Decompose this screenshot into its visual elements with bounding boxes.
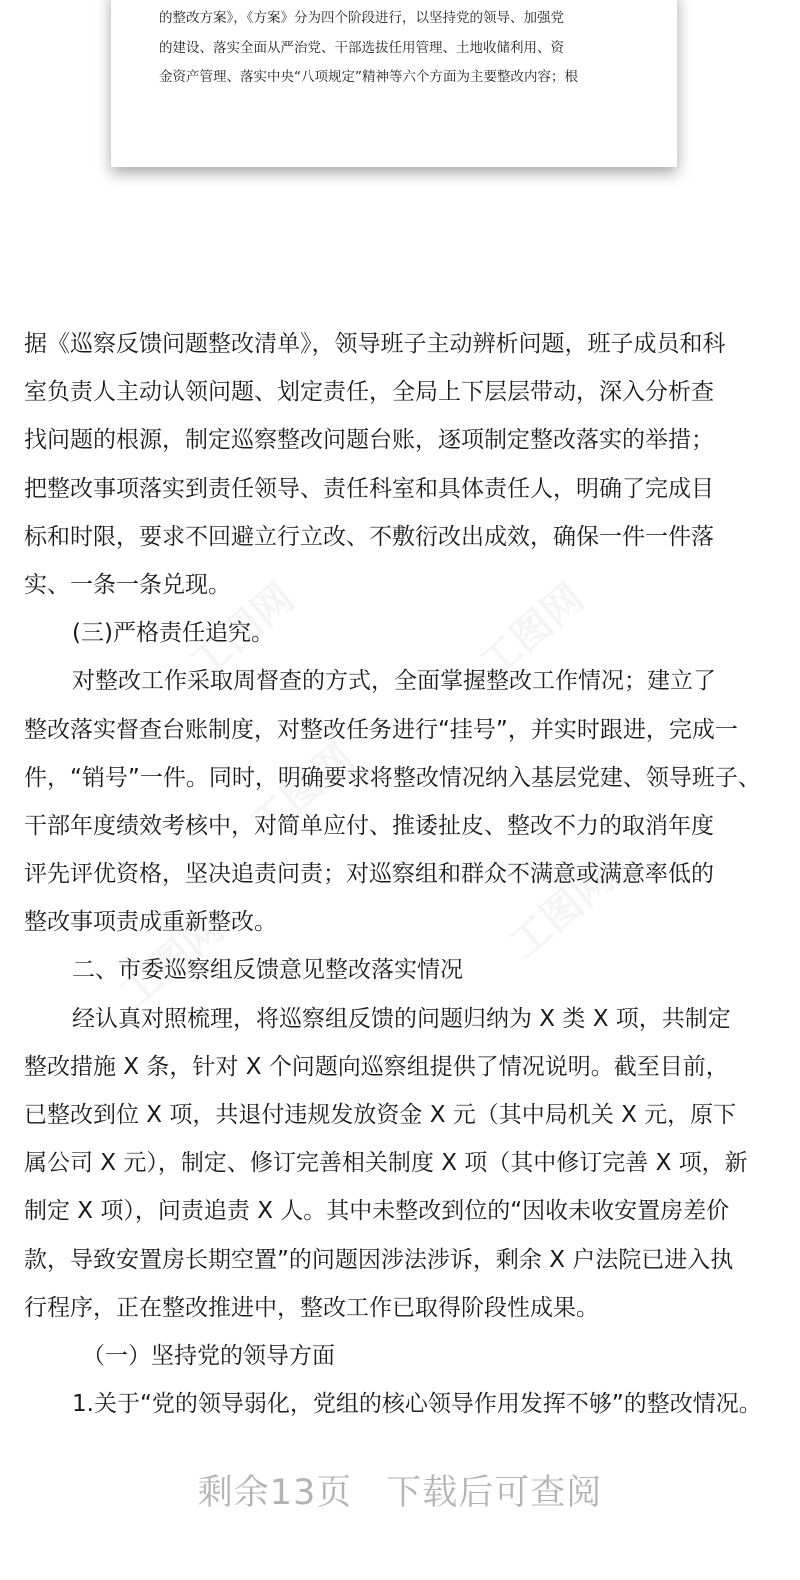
paragraph-line: 1.关于“党的领导弱化，党组的核心领导作用发挥不够”的整改情况。: [72, 1391, 762, 1418]
paragraph-line: 整改事项责成重新整改。: [24, 909, 277, 936]
paragraph-line: 把整改事项落实到责任领导、责任科室和具体责任人，明确了完成目: [24, 475, 714, 502]
paragraph-line: 款，导致安置房长期空置”的问题因涉法涉诉，剩余 X 户法院已进入执: [24, 1246, 734, 1273]
paragraph-line: 评先评优资格，坚决追责问责；对巡察组和群众不满意或满意率低的: [24, 861, 714, 888]
section-heading: 二、市委巡察组反馈意见整改落实情况: [72, 957, 463, 984]
paragraph-line: 整改措施 X 条，针对 X 个问题向巡察组提供了情况说明。截至目前，: [24, 1053, 729, 1080]
paragraph-line: 整改落实督查台账制度，对整改任务进行“挂号”，并实时跟进，完成一: [24, 716, 738, 743]
paragraph-line: 干部年度绩效考核中，对简单应付、推诿扯皮、整改不力的取消年度: [24, 812, 714, 839]
document-body: [24, 320, 776, 1428]
paragraph-line: 据《巡察反馈问题整改清单》，领导班子主动辨析问题，班子成员和科: [24, 331, 726, 357]
paragraph-line: 对整改工作采取周督查的方式，全面掌握整改工作情况；建立了: [72, 668, 716, 695]
paragraph-line: 已整改到位 X 项，共退付违规发放资金 X 元（其中局机关 X 元，原下: [24, 1102, 737, 1128]
paragraph-line: 经认真对照梳理，将巡察组反馈的问题归纳为 X 类 X 项，共制定: [72, 1005, 731, 1032]
paragraph-line: 标和时限，要求不回避立行立改、不敷衍改出成效，确保一件一件落: [24, 523, 714, 550]
paragraph-line: 件，“销号”一件。同时，明确要求将整改情况纳入基层党建、领导班子、: [24, 764, 761, 791]
card-text: [159, 4, 649, 93]
section-heading: （一）坚持党的领导方面: [82, 1342, 335, 1369]
paragraph-line: 找问题的根源，制定巡察整改问题台账，逐项制定整改落实的举措；: [24, 427, 714, 454]
section-heading: (三)严格责任追究。: [72, 620, 274, 647]
paragraph-line: 室负责人主动认领问题、划定责任，全局上下层层带动，深入分析查: [24, 379, 714, 406]
document-preview-card: [111, 0, 677, 167]
remaining-pages-label: 剩余13页: [197, 1473, 353, 1513]
card-line: 金资产管理、落实中央“八项规定”精神等六个方面为主要整改内容；根: [159, 69, 578, 85]
card-line: 的建设、落实全面从严治党、干部选拔任用管理、土地收储利用、资: [159, 39, 564, 56]
paragraph-line: 制定 X 项），问责追责 X 人。其中未整改到位的“因收未收安置房差价: [24, 1198, 730, 1225]
download-prompt[interactable]: [0, 1465, 800, 1515]
paragraph-line: 行程序，正在整改推进中，整改工作已取得阶段性成果。: [24, 1294, 599, 1321]
card-line: 的整改方案》，《方案》分为四个阶段进行，以坚持党的领导、加强党: [159, 10, 564, 26]
paragraph-line: 属公司 X 元），制定、修订完善相关制度 X 项（其中修订完善 X 项，新: [24, 1150, 748, 1177]
paragraph-line: 实、一条一条兑现。: [24, 571, 231, 598]
download-to-view-label: 下载后可查阅: [386, 1473, 603, 1513]
